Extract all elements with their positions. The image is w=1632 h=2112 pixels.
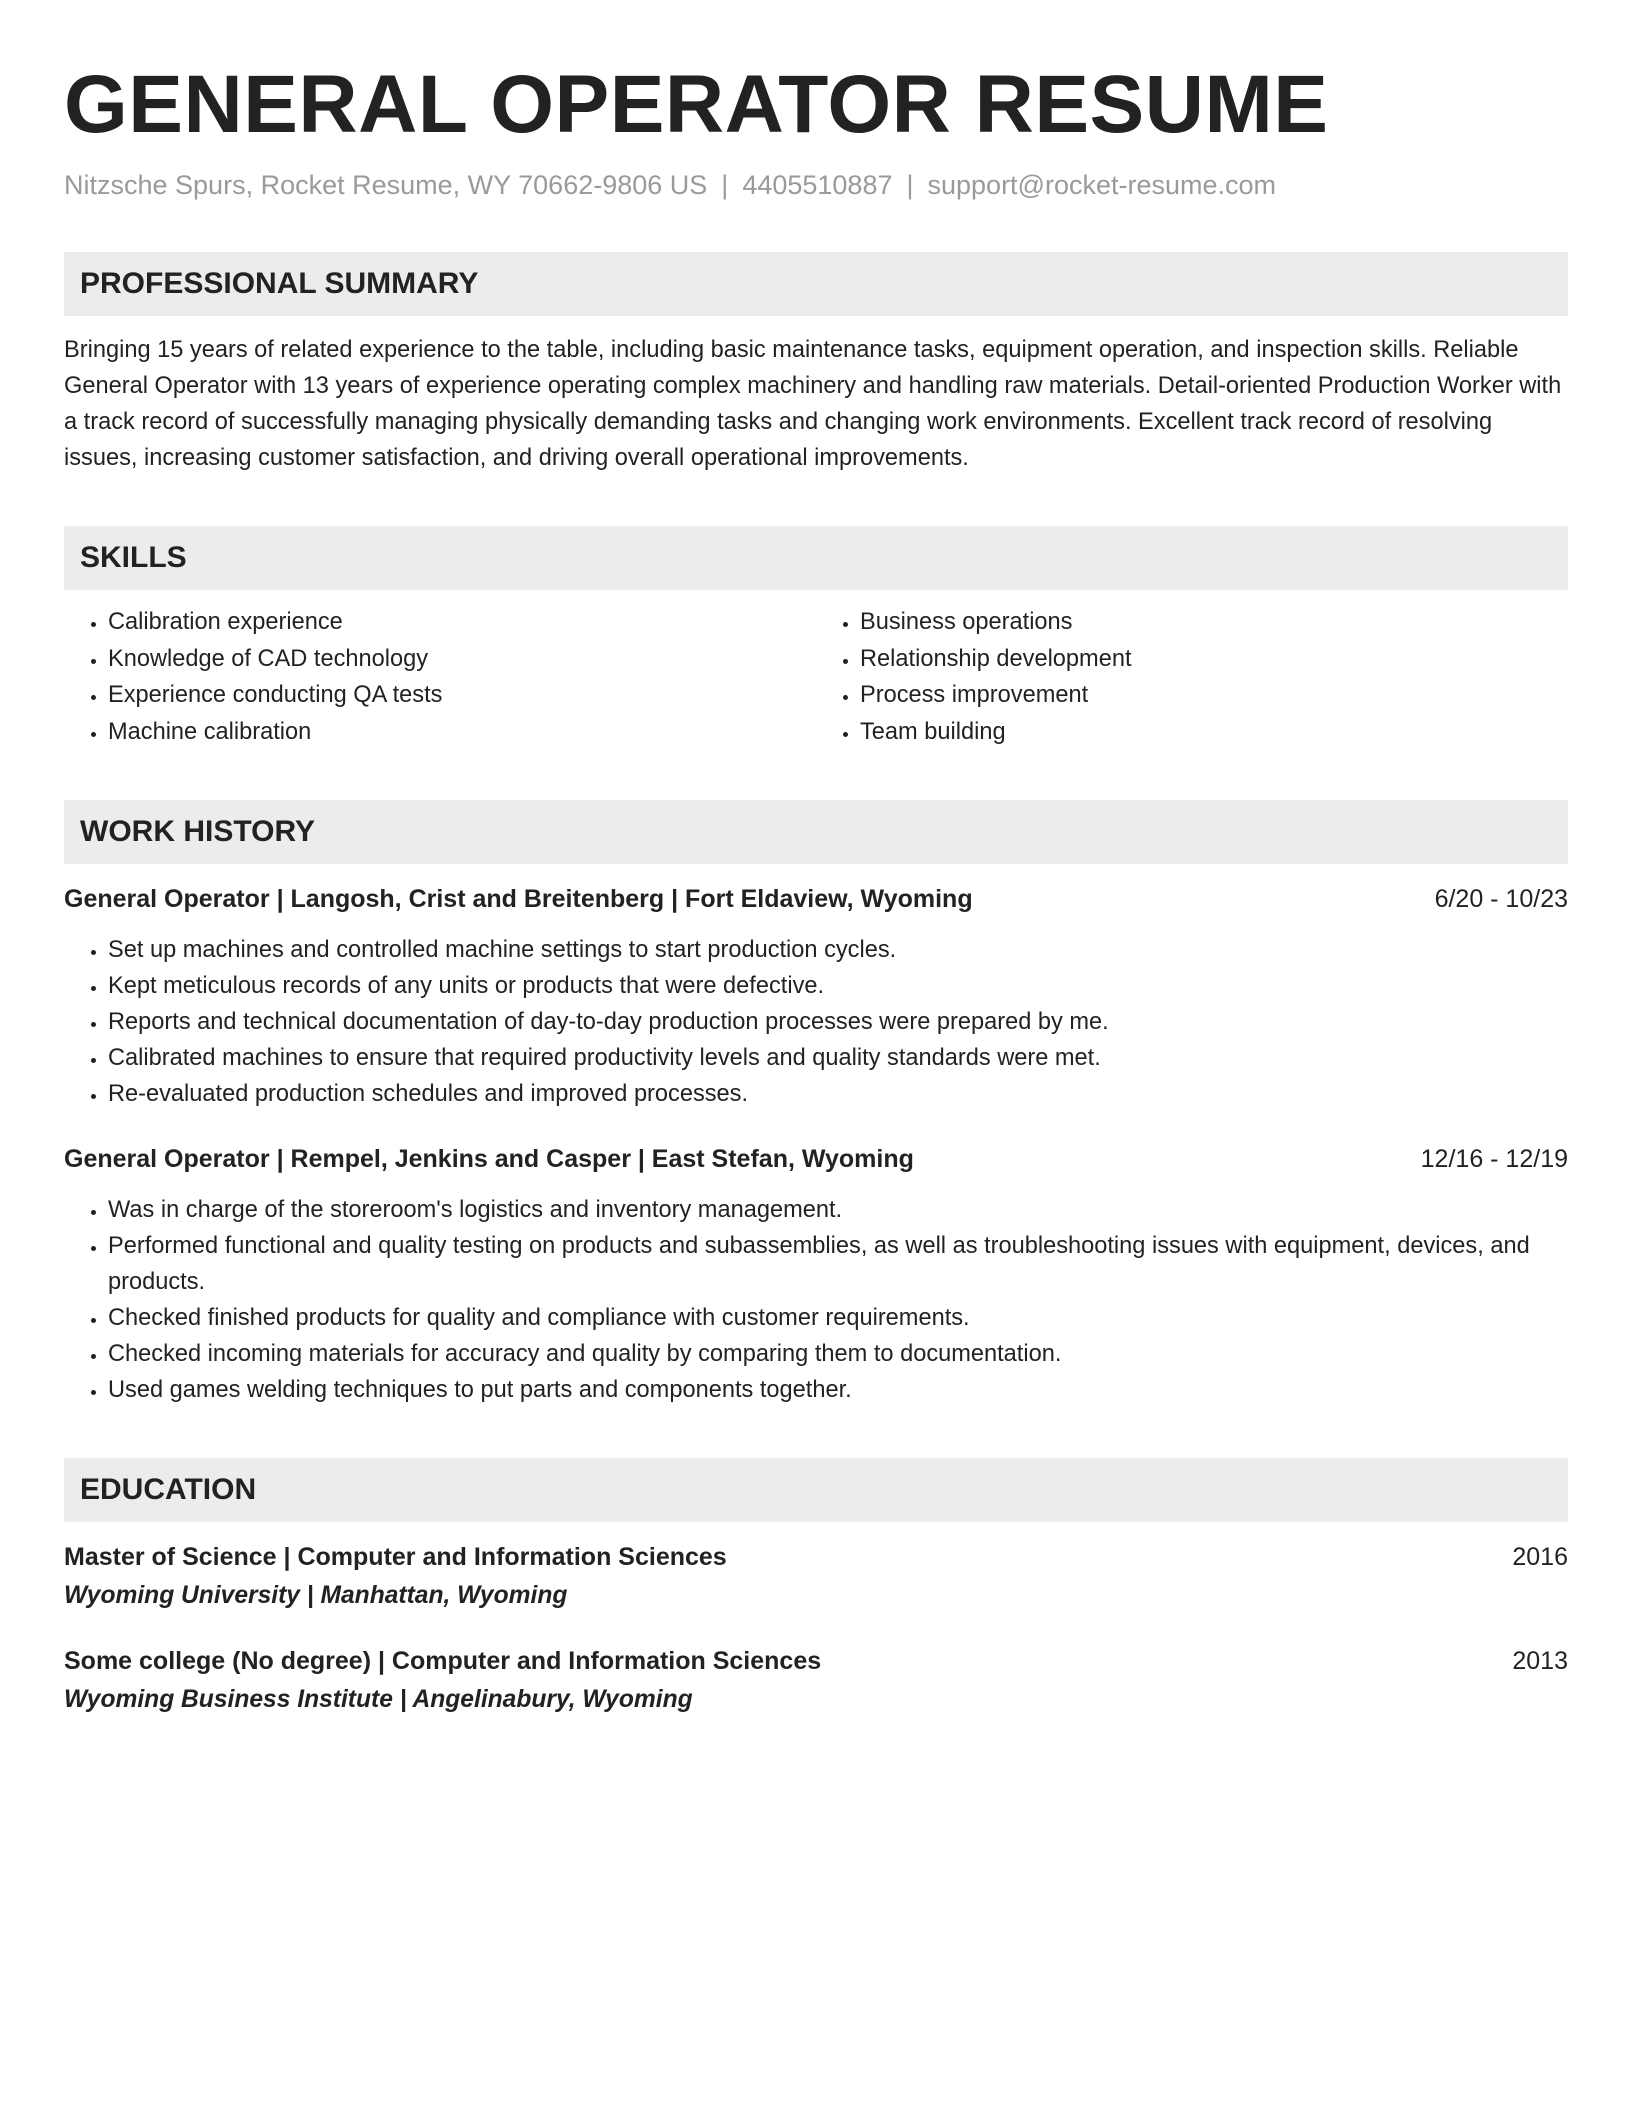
contact-line bbox=[64, 168, 1568, 202]
section-header-skills: SKILLS bbox=[64, 526, 1568, 590]
resume-title: GENERAL OPERATOR RESUME bbox=[64, 59, 1329, 150]
job-bullet: • Was in charge of the storeroom's logistics and inventory management. bbox=[108, 1192, 1568, 1228]
job-bullets bbox=[64, 932, 1568, 1112]
job-title: General Operator | Langosh, Crist and Breitenberg | Fort Eldaview, Wyoming bbox=[64, 885, 973, 913]
education-year: 2013 bbox=[1512, 1647, 1568, 1675]
skill-item: • Business operations bbox=[860, 604, 1568, 641]
contact-address: Nitzsche Spurs, Rocket Resume, WY 70662-9806 US bbox=[64, 170, 708, 200]
skill-item: • Team building bbox=[860, 714, 1568, 751]
education-degree: Some college (No degree) | Computer and Information Sciences bbox=[64, 1647, 822, 1675]
summary-text: Bringing 15 years of related experience to the table, including basic maintenance tasks, equipment operation, and inspection skills. Reliable General Operator with 13 years of experience operating complex machinery and handling raw materials. Detail-oriented Production Worker with a track record of successfully managing physically demanding tasks and changing work environments. Excellent track record of resolving issues, increasing customer satisfaction, and driving overall operational improvements. bbox=[64, 337, 1562, 471]
skill-item: • Experience conducting QA tests bbox=[108, 677, 816, 714]
education-school: Wyoming University | Manhattan, Wyoming bbox=[64, 1582, 568, 1609]
education-year: 2016 bbox=[1512, 1543, 1568, 1571]
job-heading bbox=[64, 882, 1568, 916]
job-entry bbox=[64, 882, 1568, 1112]
job-heading bbox=[64, 1142, 1568, 1176]
section-header-education: EDUCATION bbox=[64, 1458, 1568, 1522]
job-entry bbox=[64, 1142, 1568, 1408]
skill-item: • Process improvement bbox=[860, 677, 1568, 714]
skill-item: • Knowledge of CAD technology bbox=[108, 641, 816, 678]
job-dates: 6/20 - 10/23 bbox=[1434, 885, 1568, 913]
skill-item: • Calibration experience bbox=[108, 604, 816, 641]
contact-phone: 4405510887 bbox=[742, 170, 893, 200]
job-title: General Operator | Rempel, Jenkins and Casper | East Stefan, Wyoming bbox=[64, 1145, 914, 1173]
job-bullet: • Performed functional and quality testing on products and subassemblies, as well as troubleshooting issues with equipment, devices, and products. bbox=[108, 1228, 1568, 1300]
education-entry bbox=[64, 1644, 1568, 1718]
job-dates: 12/16 - 12/19 bbox=[1420, 1145, 1568, 1173]
job-bullet: • Set up machines and controlled machine settings to start production cycles. bbox=[108, 932, 1568, 968]
skills-column-right bbox=[816, 604, 1568, 750]
job-bullet: • Checked incoming materials for accuracy and quality by comparing them to documentation. bbox=[108, 1336, 1568, 1372]
skill-item: • Relationship development bbox=[860, 641, 1568, 678]
section-header-summary: PROFESSIONAL SUMMARY bbox=[64, 252, 1568, 316]
education-school: Wyoming Business Institute | Angelinabury, Wyoming bbox=[64, 1686, 693, 1713]
job-bullet: • Reports and technical documentation of day-to-day production processes were prepared by me. bbox=[108, 1004, 1568, 1040]
contact-separator: | bbox=[721, 170, 729, 200]
contact-separator: | bbox=[906, 170, 914, 200]
skill-item: • Machine calibration bbox=[108, 714, 816, 751]
education-heading bbox=[64, 1644, 1568, 1678]
education-heading bbox=[64, 1540, 1568, 1574]
education-entry bbox=[64, 1540, 1568, 1614]
job-bullet: • Kept meticulous records of any units or products that were defective. bbox=[108, 968, 1568, 1004]
section-header-work-history: WORK HISTORY bbox=[64, 800, 1568, 864]
education-degree: Master of Science | Computer and Information Sciences bbox=[64, 1543, 727, 1571]
contact-email: support@rocket-resume.com bbox=[927, 170, 1277, 200]
skills-column-left bbox=[64, 604, 816, 750]
job-bullet: • Calibrated machines to ensure that required productivity levels and quality standards were met. bbox=[108, 1040, 1568, 1076]
skills-list bbox=[64, 604, 1568, 750]
job-bullet: • Re-evaluated production schedules and improved processes. bbox=[108, 1076, 1568, 1112]
job-bullet: • Checked finished products for quality and compliance with customer requirements. bbox=[108, 1300, 1568, 1336]
job-bullet: • Used games welding techniques to put parts and components together. bbox=[108, 1372, 1568, 1408]
job-bullets bbox=[64, 1192, 1568, 1408]
